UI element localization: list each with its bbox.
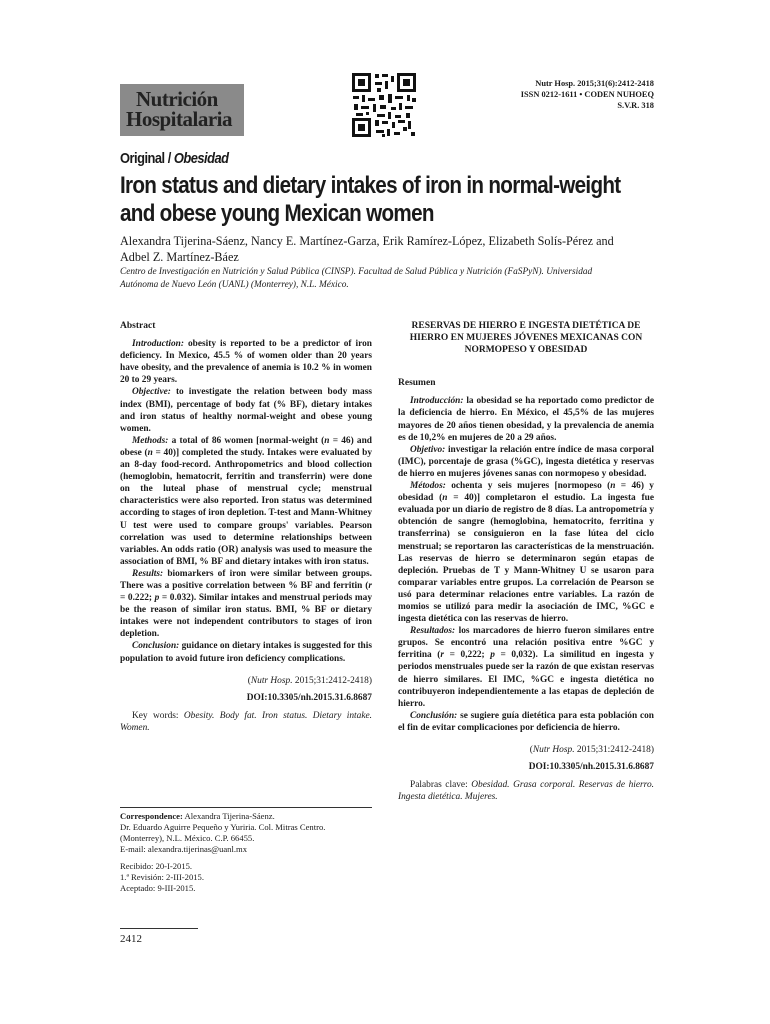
abstract-citation: (Nutr Hosp. 2015;31:2412-2418) <box>247 675 372 686</box>
resumen-introduccion: Introducción: la obesidad se ha reportado como predictor de la deficiencia de hierro. En México, el 45,5% de las mujeres mayores de 20 años tienen obesidad, y la prevalencia de anemia es de 10,2% en mujeres de 20 a 29 años. <box>398 396 654 443</box>
correspondence-block <box>120 807 372 894</box>
meta-svr: S.V.R. 318 <box>617 100 654 110</box>
received-date: Recibido: 20-I-2015. <box>120 861 193 871</box>
subsection-name: Obesidad <box>173 150 229 167</box>
journal-meta <box>521 79 654 111</box>
abstract-objective: Objective: to investigate the relation between body mass index (BMI), percentage of body fat (% BF), dietary intakes and iron status of healthy normal-weight and obese young women. <box>120 387 372 434</box>
resumen-citation: (Nutr Hosp. 2015;31:2412-2418) <box>529 745 654 755</box>
resumen-keywords: Palabras clave: Obesidad. Grasa corporal. Reservas de hierro. Ingesta dietética. Mujeres. <box>398 780 654 803</box>
correspondence-name: Correspondence: Alexandra Tijerina-Sáenz. <box>120 811 275 821</box>
resumen-conclusion: Conclusión: se sugiere guía dietética para esta población con el fin de evitar complicaciones por deficiencia de hierro. <box>398 710 654 733</box>
spanish-title: RESERVAS DE HIERRO E INGESTA DIETÉTICA DE HIERRO EN MUJERES JÓVENES MEXICANAS CON NORMOPESO Y OBESIDAD <box>409 321 643 356</box>
affiliation-line-2: Autónoma de Nuevo León (UANL) (Monterrey), N.L. México. <box>120 280 349 290</box>
resumen-objetivo: Objetivo: investigar la relación entre índice de masa corporal (IMC), porcentaje de grasa (%GC), ingesta dietética y reservas de hierro en mujeres jóvenes sanas con normopeso y obesidad. <box>398 444 654 479</box>
authors-line-2: Adbel Z. Martínez-Báez <box>120 250 239 264</box>
article-title: Iron status and dietary intakes of iron in normal-weight and obese young Mexican women <box>120 172 621 227</box>
logo-line-2: Hospitalaria <box>126 107 233 131</box>
authors-line-1: Alexandra Tijerina-Sáenz, Nancy E. Martínez-Garza, Erik Ramírez-López, Elizabeth Solís-Pérez and <box>120 234 614 248</box>
abstract-spanish <box>398 320 654 803</box>
revised-date: 1.ª Revisión: 2-III-2015. <box>120 872 204 882</box>
correspondence-address-1: Dr. Eduardo Aguirre Pequeño y Yuriria. Col. Mitras Centro. <box>120 822 326 832</box>
affiliation-line-1: Centro de Investigación en Nutrición y Salud Pública (CINSP). Facultad de Salud Pública y Nutrición (FaSPyN). Universidad <box>120 267 593 277</box>
abstract-heading: Abstract <box>120 321 156 331</box>
article-affiliation <box>120 266 656 292</box>
resumen-doi[interactable]: DOI:10.3305/nh.2015.31.6.8687 <box>528 762 654 773</box>
meta-citation: Nutr Hosp. 2015;31(6):2412-2418 <box>535 79 654 88</box>
meta-issn: ISSN 0212-1611 • CODEN NUHOEQ <box>520 89 654 99</box>
logo-line-1: Nutrición <box>136 87 218 111</box>
section-label: Original / Obesidad <box>120 150 229 167</box>
correspondence-email[interactable]: E-mail: alexandra.tijerinas@uanl.mx <box>120 844 247 854</box>
abstract-english <box>120 320 372 734</box>
resumen-metodos: Métodos: ochenta y seis mujeres [normopeso (n = 46) y obesidad (n = 40)] completaron el estudio. La ingesta fue evaluada por un diario de registro de 8 días. La antropometría y obtención de sangre (hemoglobina, hematocrito, ferritina y transferrina) se consiguieron en la fase lútea del ciclo menstrual; se reportaron las características de la menstruación. Las reservas de hierro se determinaron según etapas de depleción. Pruebas de T y Mann-Whitney U se usaron para comparar variables entre grupos. La correlación de Pearson se usó para determinar relaciones entre variables. La razón de momios se utilizó para medir la asociación de IMC, %GC e ingesta dietética con las reservas de hierro. <box>398 481 654 625</box>
qr-code-icon <box>351 72 417 138</box>
abstract-introduction: Introduction: obesity is reported to be a predictor of iron deficiency. In Mexico, 45.5 % of women older than 20 years have obesity, and the prevalence of anemia is 10.2 % in women 20 to 29 years. <box>120 339 372 386</box>
journal-logo <box>120 84 244 136</box>
accepted-date: Aceptado: 9-III-2015. <box>120 883 196 893</box>
correspondence-address-2: (Monterrey), N.L. México. C.P. 66455. <box>120 833 255 843</box>
abstract-doi[interactable]: DOI:10.3305/nh.2015.31.6.8687 <box>246 692 372 703</box>
resumen-heading: Resumen <box>398 378 436 389</box>
abstract-methods: Methods: a total of 86 women [normal-weight (n = 46) and obese (n = 40)] completed the study. Intakes were evaluated by an 8-day food-record. Anthropometrics and blood collection (hemoglobin, hematocrit, ferritin and transferrin) were done on the luteal phase of menstrual cycle; menstrual characteristics were also reported. Iron status was determined according to stages of iron depletion. T-test and Mann-Whitney U test were used to compare groups' variables. Pearson correlation was used to determine relationships between variables. An odds ratio (OR) analysis was used to measure the association of BMI, % BF and dietary intakes with iron status. <box>120 435 373 567</box>
abstract-conclusion: Conclusion: guidance on dietary intakes is suggested for this population to avoid future iron deficiency complications. <box>120 641 372 664</box>
page-number: 2412 <box>120 928 198 945</box>
resumen-resultados: Resultados: los marcadores de hierro fueron similares entre grupos. Se encontró una relación positiva entre %GC y ferritina (r = 0,222; p = 0,032). La similitud en ingesta y periodos menstruales puede ser la razón de que existan reservas de hierro similares. El IMC, %GC e ingesta dietética no contribuyeron independientemente a las etapas de depleción de hierro. <box>398 626 654 709</box>
abstract-results: Results: biomarkers of iron were similar between groups. There was a positive correlation between % BF and ferritin (r = 0.222; p = 0.032). Similar intakes and menstrual periods may be the reason of similar iron status. BMI, % BF or dietary intakes were not independent contributors to stages of iron depletion. <box>120 568 372 640</box>
section-name: Original <box>120 150 165 167</box>
article-authors <box>120 233 660 265</box>
abstract-keywords: Key words: Obesity. Body fat. Iron status. Dietary intake. Women. <box>120 710 372 733</box>
